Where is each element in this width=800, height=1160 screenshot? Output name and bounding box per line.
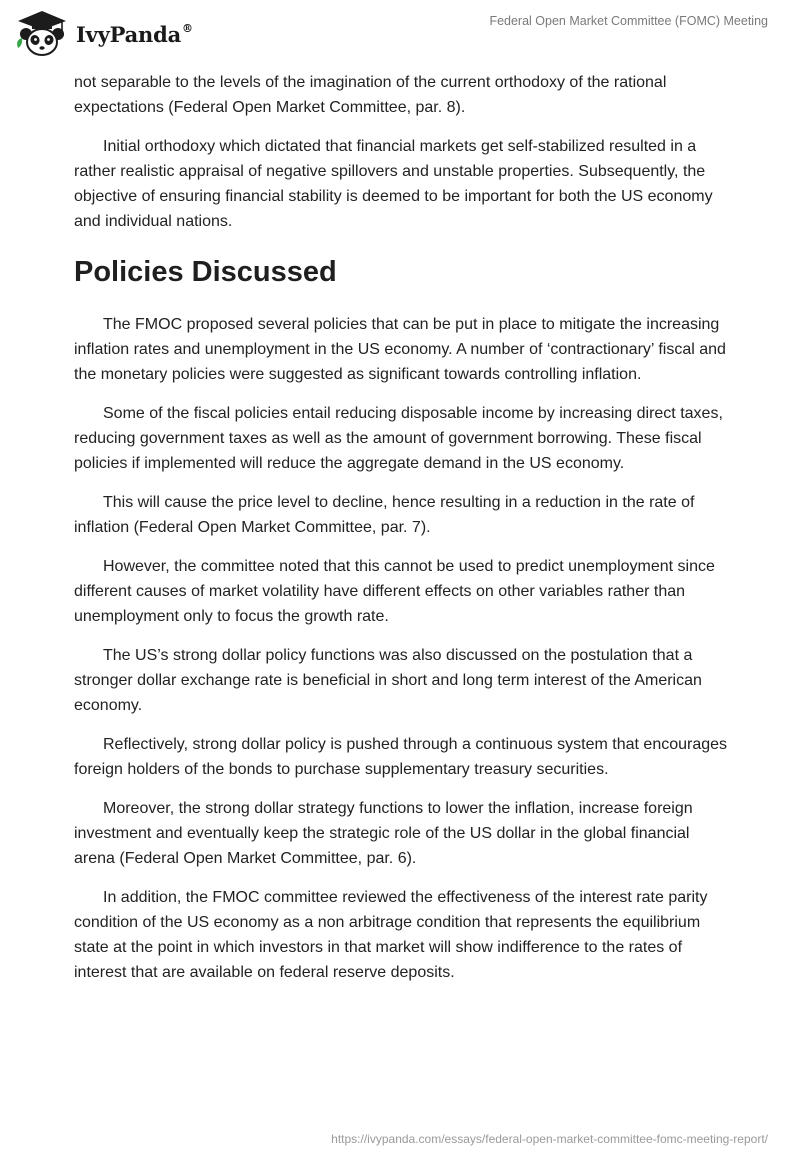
page-header bbox=[0, 0, 800, 70]
source-url-link[interactable]: https://ivypanda.com/essays/federal-open-market-committee-fomc-meeting-report/ bbox=[331, 1132, 768, 1146]
paragraph-policies-2: Some of the fiscal policies entail reducing disposable income by increasing direct taxes, reducing government taxes as well as the amount of government borrowing. These fiscal policies if implemented will reduce the aggregate demand in the US economy. bbox=[74, 405, 723, 472]
brand-logo[interactable] bbox=[14, 8, 193, 60]
paragraph-policies-3: This will cause the price level to decline, hence resulting in a reduction in the rate of inflation (Federal Open Market Committee, par. 7). bbox=[74, 494, 695, 536]
paragraph-policies-6: Reflectively, strong dollar policy is pushed through a continuous system that encourages foreign holders of the bonds to purchase supplementary treasury securities. bbox=[74, 736, 728, 778]
paragraph-continued: not separable to the levels of the imagination of the current orthodoxy of the rational expectations (Federal Open Market Committee, par. 8). bbox=[74, 74, 667, 116]
registered-mark: ® bbox=[182, 21, 193, 35]
paragraph-policies-7: Moreover, the strong dollar strategy functions to lower the inflation, increase foreign investment and eventually keep the strategic role of the US dollar in the global financial arena (Federal Open Market Committee, par. 6). bbox=[74, 800, 693, 867]
paragraph-policies-1: The FMOC proposed several policies that can be put in place to mitigate the increasing inflation rates and unemployment in the US economy. A number of ‘contractionary’ fiscal and the monetary policies were suggested as significant towards controlling inflation. bbox=[74, 316, 726, 383]
document-title: Federal Open Market Committee (FOMC) Meeting bbox=[489, 14, 768, 28]
paragraph-initial-orthodoxy: Initial orthodoxy which dictated that financial markets get self-stabilized resulted in a rather realistic appraisal of negative spillovers and unstable properties. Subsequently, the objective of ensuring financial stability is deemed to be important for both the US economy and individual nations. bbox=[74, 138, 713, 230]
article-body bbox=[74, 70, 734, 999]
paragraph-policies-4: However, the committee noted that this cannot be used to predict unemployment since different causes of market volatility have different effects on other variables rather than unemployment only to focus the growth rate. bbox=[74, 558, 715, 625]
brand-name: IvyPanda® bbox=[76, 21, 193, 47]
paragraph-policies-5: The US’s strong dollar policy functions was also discussed on the postulation that a stronger dollar exchange rate is beneficial in short and long term interest of the American economy. bbox=[74, 647, 702, 714]
paragraph-policies-8: In addition, the FMOC committee reviewed the effectiveness of the interest rate parity condition of the US economy as a non arbitrage condition that represents the equilibrium state at the point in which investors in that market will show indifference to the rates of interest that are available on federal reserve deposits. bbox=[74, 889, 708, 981]
panda-graduation-cap-icon bbox=[14, 8, 70, 60]
section-heading-policies: Policies Discussed bbox=[74, 256, 337, 288]
